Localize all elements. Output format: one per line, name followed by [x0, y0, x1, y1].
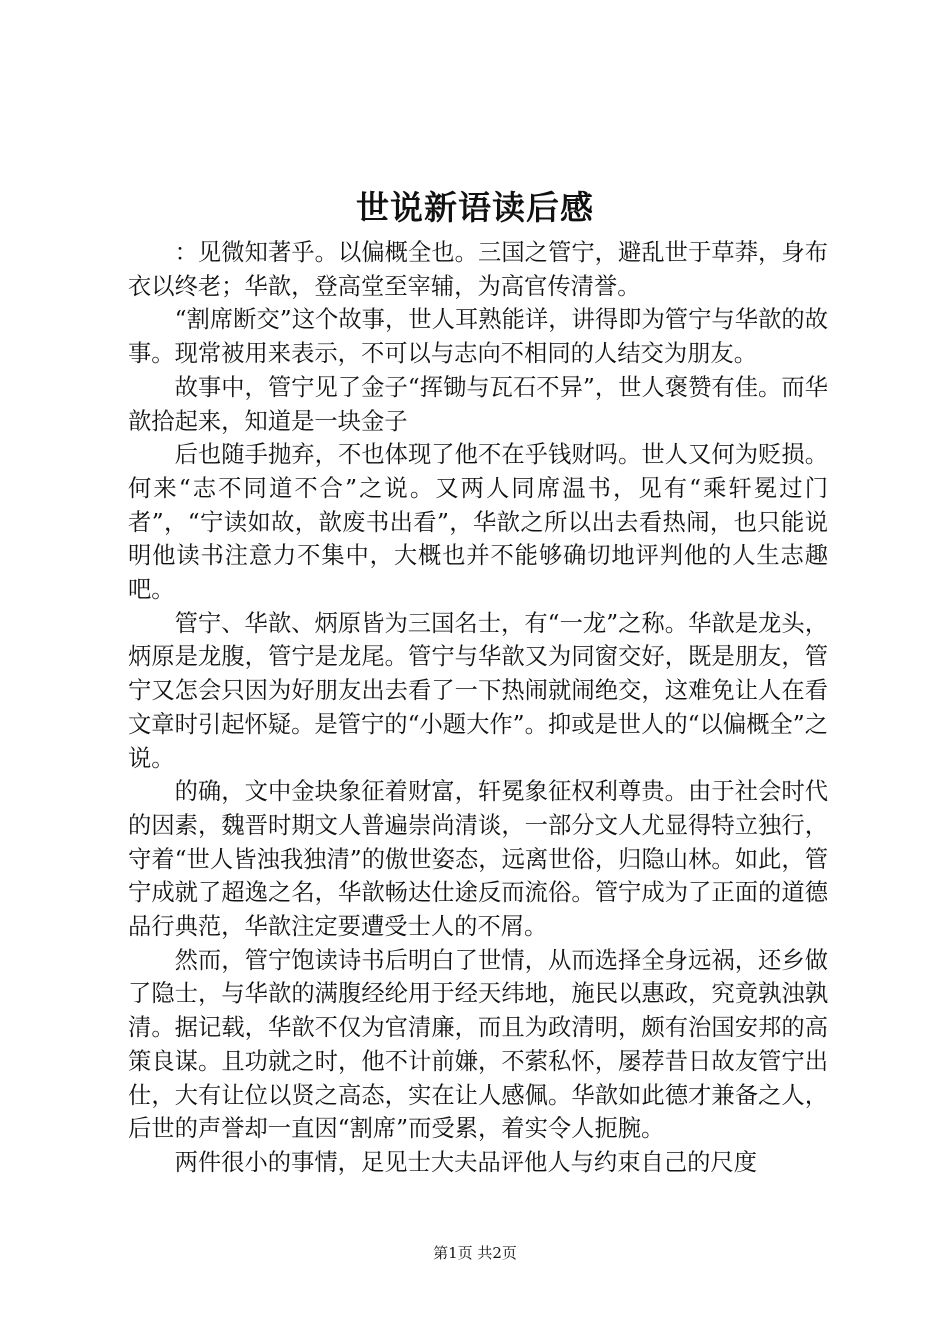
paragraph: ：见微知著乎。以偏概全也。三国之管宁，避乱世于草莽，身布衣以终老；华歆，登高堂至宰辅，为高官传清誉。 [128, 239, 828, 300]
paragraph: 管宁、华歆、炳原皆为三国名士，有“一龙”之称。华歆是龙头，炳原是龙腹，管宁是龙尾。管宁与华歆又为同窗交好，既是朋友，管宁又怎会只因为好朋友出去看了一下热闹就闹绝交，这难免让人在看文章时引起怀疑。是管宁的“小题大作”。抑或是世人的“以偏概全”之说。 [128, 609, 828, 772]
paragraph: “割席断交”这个故事，世人耳熟能详，讲得即为管宁与华歆的故事。现常被用来表示，不可以与志向不相同的人结交为朋友。 [128, 306, 828, 368]
paragraph: 两件很小的事情，足见士大夫品评他人与约束自己的尺度 [174, 1148, 758, 1176]
paragraph: 的确，文中金块象征着财富，轩冕象征权利尊贵。由于社会时代的因素，魏晋时期文人普遍崇尚清谈，一部分文人尤显得特立独行，守着“世人皆浊我独清”的傲世姿态，远离世俗，归隐山林。如此，管宁成就了超逸之名，华歆畅达仕途反而流俗。管宁成为了正面的道德品行典范，华歆注定要遭受士人的不屑。 [128, 778, 828, 941]
paragraph: 故事中，管宁见了金子“挥锄与瓦石不异”，世人褒赞有佳。而华歆拾起来，知道是一块金子 [128, 373, 828, 435]
page-footer: 第1页 共2页 [433, 1244, 517, 1262]
paragraph: 后也随手抛弃，不也体现了他不在乎钱财吗。世人又何为贬损。何来“志不同道不合”之说。又两人同席温书，见有“乘轩冕过门者”，“宁读如故，歆废书出看”，华歆之所以出去看热闹，也只能说明他读书注意力不集中，大概也并不能够确切地评判他的人生志趣吧。 [128, 441, 828, 604]
paragraph: 然而，管宁饱读诗书后明白了世情，从而选择全身远祸，还乡做了隐士，与华歆的满腹经纶用于经天纬地，施民以惠政，究竟孰浊孰清。据记载，华歆不仅为官清廉，而且为政清明，颇有治国安邦的高策良谋。且功就之时，他不计前嫌，不萦私怀，屡荐昔日故友管宁出仕，大有让位以贤之高态，实在让人感佩。华歆如此德才兼备之人，后世的声誉却一直因“割席”而受累，着实令人扼腕。 [128, 946, 828, 1143]
page-title: 世说新语读后感 [356, 188, 594, 227]
document-body [128, 236, 828, 1180]
